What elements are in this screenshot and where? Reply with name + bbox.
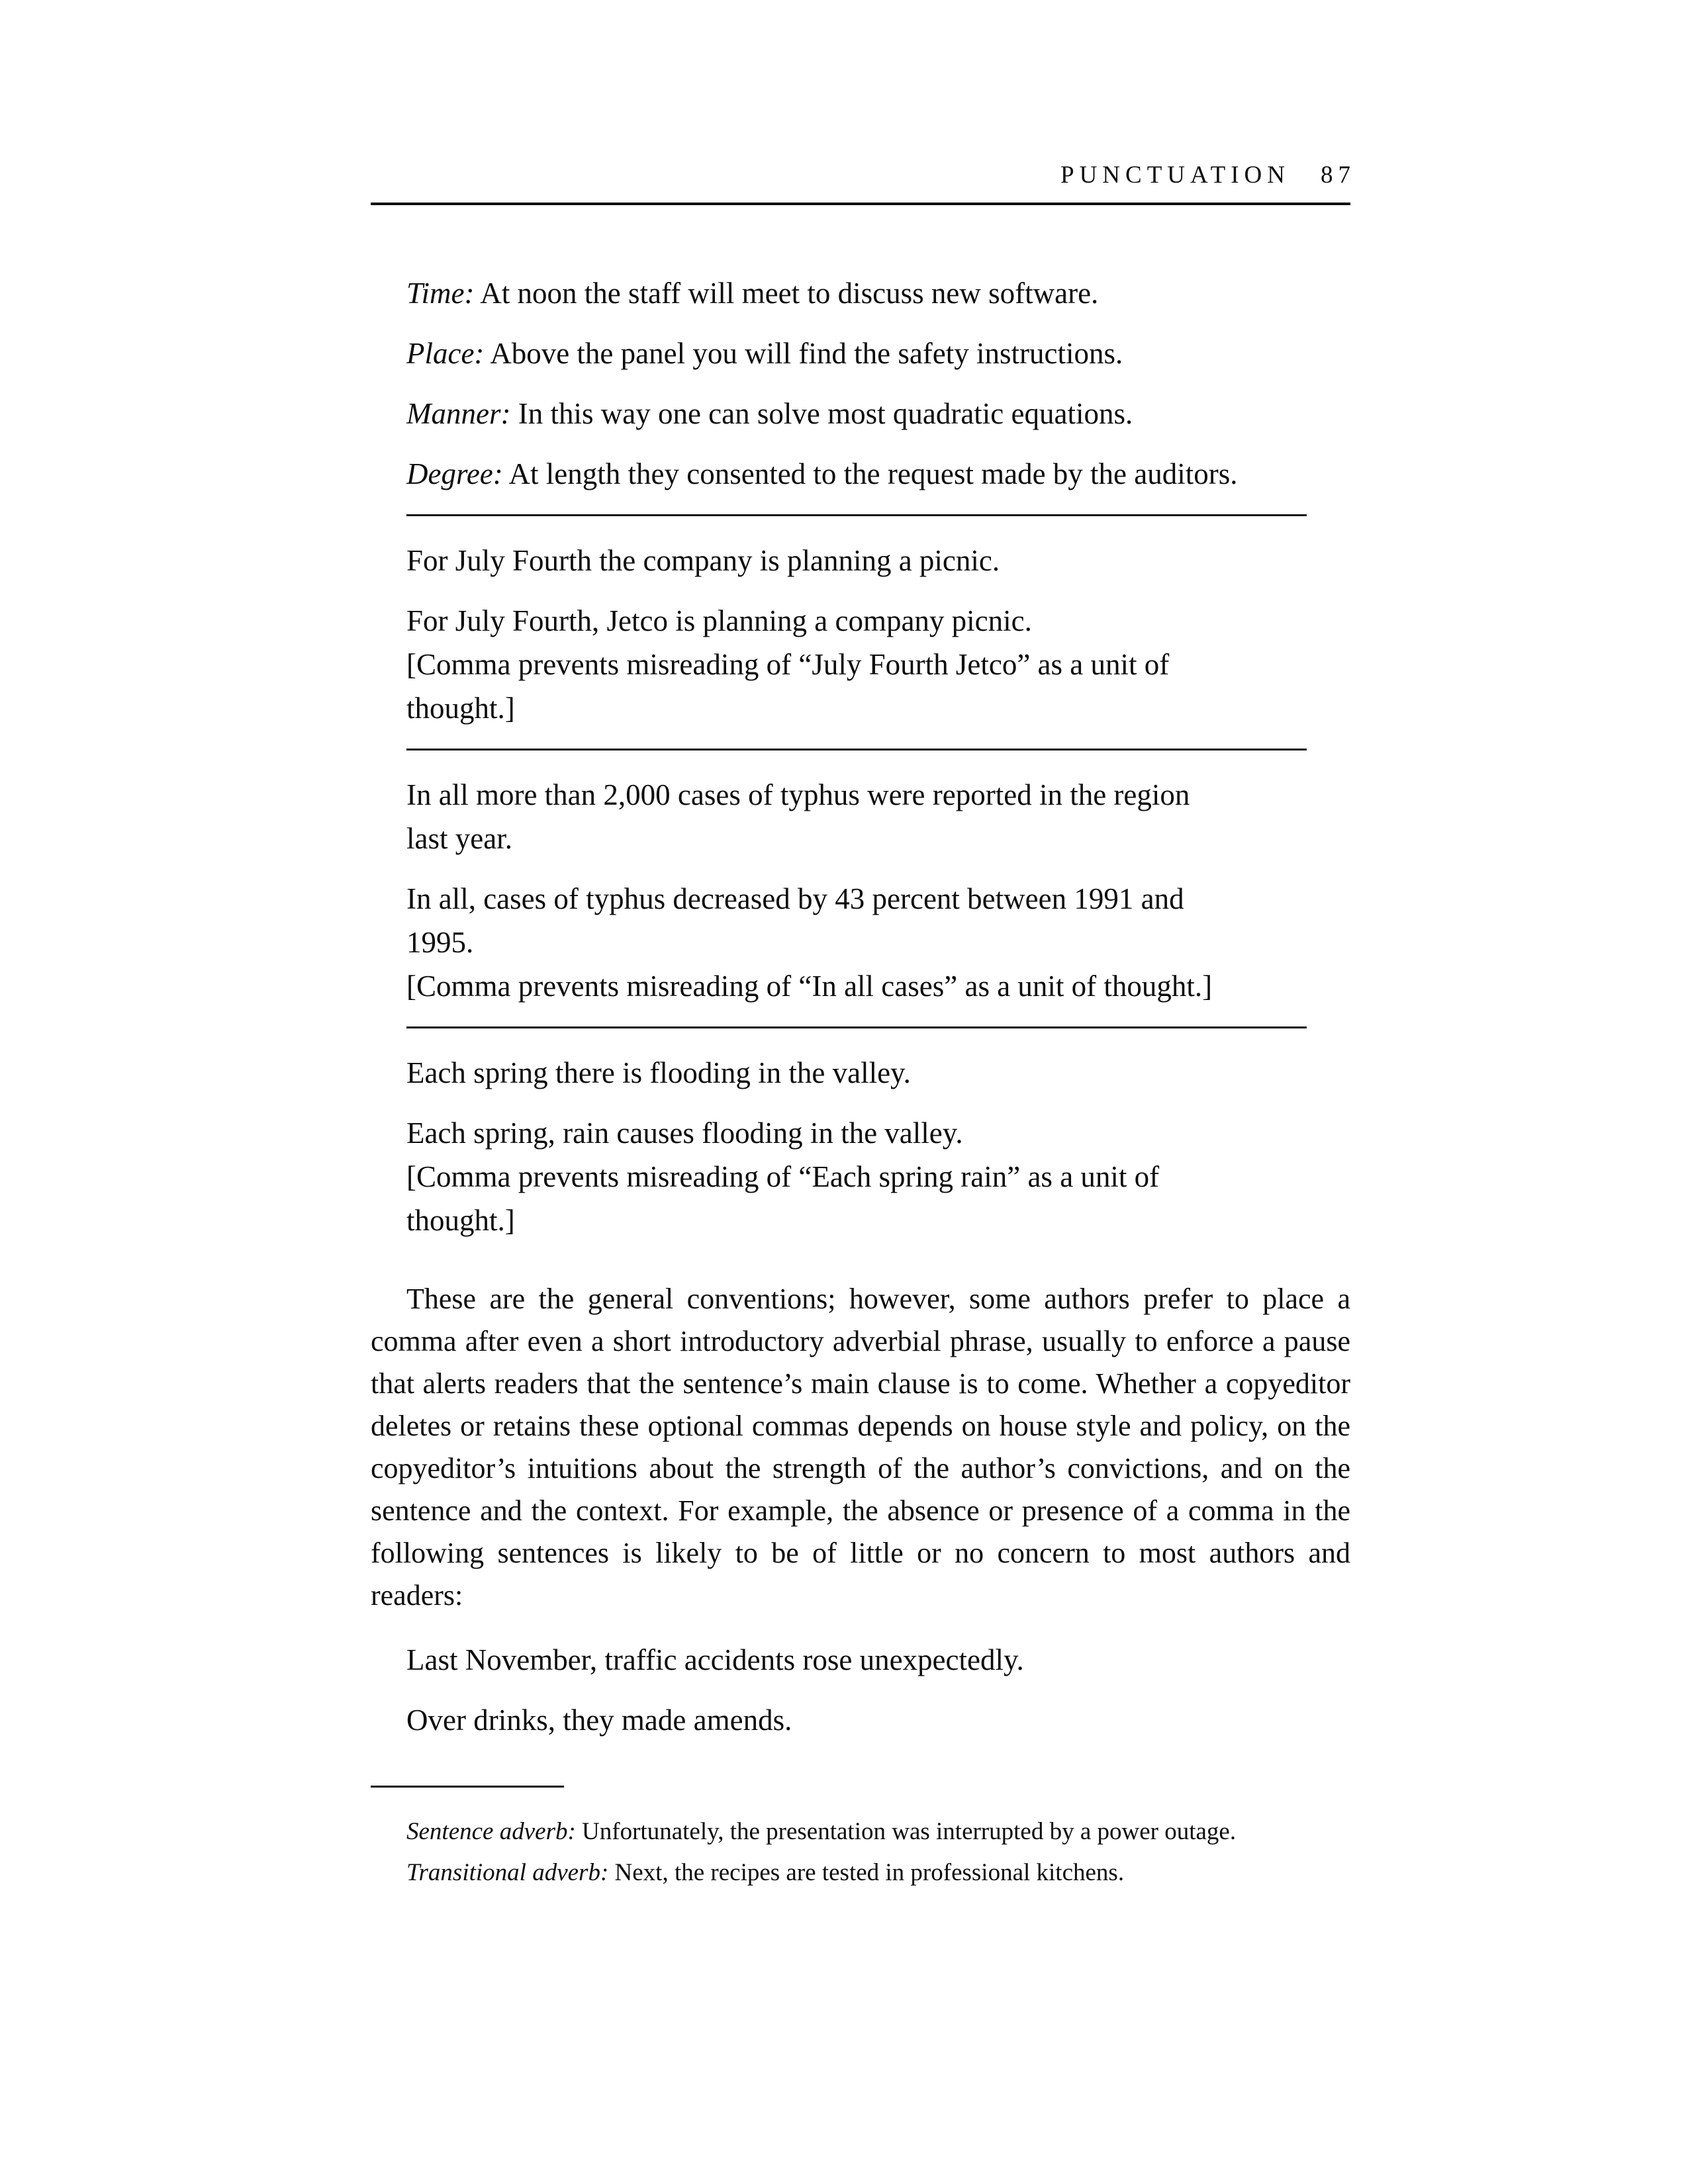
- page-number: 87: [1321, 161, 1356, 189]
- page-header: [371, 161, 1356, 205]
- example-lead: Place:: [406, 337, 485, 370]
- example-text: At length they consented to the request made by the auditors.: [508, 457, 1238, 490]
- example-line: [Comma prevents misreading of “In all cases” as a unit of thought.]: [406, 970, 1213, 1003]
- example-item: [406, 773, 1350, 860]
- example-item: [406, 1638, 1350, 1682]
- footnote-divider-rule: [371, 1786, 564, 1788]
- example-group-spring: [371, 1051, 1350, 1242]
- example-line: Each spring, rain causes flooding in the valley.: [406, 1116, 963, 1150]
- example-item: [406, 539, 1350, 582]
- example-text: At noon the staff will meet to discuss new software.: [480, 277, 1099, 310]
- example-line: For July Fourth the company is planning a picnic.: [406, 544, 1000, 577]
- footnote-text: Next, the recipes are tested in professional kitchens.: [614, 1859, 1125, 1886]
- section-divider-rule: [406, 1026, 1307, 1028]
- example-line: thought.]: [406, 692, 515, 725]
- example-line: [406, 392, 1350, 435]
- example-line: Last November, traffic accidents rose unexpectedly.: [406, 1643, 1024, 1676]
- example-line: In all, cases of typhus decreased by 43 percent between 1991 and: [406, 882, 1184, 915]
- example-item: [406, 271, 1350, 315]
- example-group-typhus: [371, 773, 1350, 1008]
- section-divider-rule: [406, 514, 1307, 516]
- example-item: [406, 1111, 1350, 1242]
- section-divider-rule: [406, 749, 1307, 751]
- footnote-lead: Transitional adverb:: [406, 1859, 609, 1886]
- example-item: [406, 332, 1350, 375]
- example-line: last year.: [406, 822, 512, 855]
- example-lead: Manner:: [406, 397, 511, 430]
- example-line: thought.]: [406, 1204, 515, 1237]
- example-item: [406, 1698, 1350, 1742]
- example-line: 1995.: [406, 926, 474, 959]
- example-item: [406, 1051, 1350, 1095]
- footnote-line: [406, 1852, 1350, 1893]
- example-text: Above the panel you will find the safety instructions.: [490, 337, 1123, 370]
- example-item: [406, 599, 1350, 730]
- example-group-closing: [371, 1638, 1350, 1742]
- footnote-line: [406, 1811, 1350, 1852]
- example-line: Each spring there is flooding in the valley.: [406, 1056, 911, 1089]
- footnote-lines: [371, 1811, 1350, 1893]
- example-item: [406, 877, 1350, 1008]
- example-line: [406, 452, 1350, 496]
- example-item: [406, 452, 1350, 496]
- example-group-adverb-types: [371, 271, 1350, 496]
- example-text: In this way one can solve most quadratic equations.: [518, 397, 1133, 430]
- example-item: [406, 392, 1350, 435]
- example-line: In all more than 2,000 cases of typhus were reported in the region: [406, 778, 1190, 811]
- footnote-lead: Sentence adverb:: [406, 1818, 576, 1845]
- example-lead: Time:: [406, 277, 475, 310]
- example-line: For July Fourth, Jetco is planning a company picnic.: [406, 604, 1032, 637]
- footnote-section: [371, 1786, 1350, 1893]
- text-block: [371, 0, 1356, 1893]
- footnote-text: Unfortunately, the presentation was interrupted by a power outage.: [582, 1818, 1237, 1845]
- example-line: [406, 332, 1350, 375]
- example-group-july-fourth: [371, 539, 1350, 730]
- example-line: [Comma prevents misreading of “July Fourth Jetco” as a unit of: [406, 648, 1170, 681]
- example-line: Over drinks, they made amends.: [406, 1704, 792, 1737]
- example-lead: Degree:: [406, 457, 503, 490]
- running-head-title: PUNCTUATION: [1060, 161, 1290, 189]
- body-paragraph: These are the general conventions; however, some authors prefer to place a comma after even a short introductory adverbial phrase, usually to enforce a pause that alerts readers that the sentence’s main clause is to come. Whether a copyeditor deletes or retains these optional commas depends on house style and policy, on the copyeditor’s intuitions about the strength of the author’s convictions, and on the sentence and the context. For example, the absence or presence of a comma in the following sentences is likely to be of little or no concern to most authors and readers:: [371, 1283, 1350, 1612]
- example-line: [Comma prevents misreading of “Each spring rain” as a unit of: [406, 1160, 1160, 1193]
- example-line: [406, 271, 1350, 315]
